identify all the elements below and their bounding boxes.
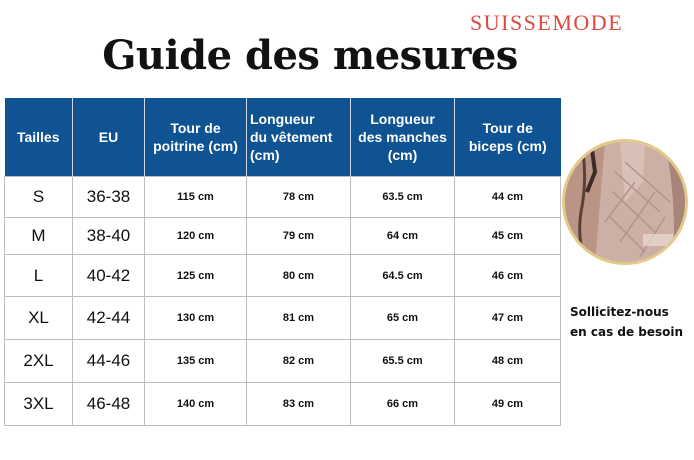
- cell-chest: 125 cm: [145, 255, 247, 297]
- brand-logo: SUISSEMODE: [470, 10, 624, 35]
- cell-sleeve: 65.5 cm: [351, 340, 455, 383]
- size-chart-table: [4, 98, 561, 426]
- table-row: [5, 383, 561, 426]
- cell-sleeve: 66 cm: [351, 383, 455, 426]
- table-row: [5, 340, 561, 383]
- cell-biceps: 47 cm: [455, 297, 561, 340]
- cell-size: 2XL: [5, 340, 73, 383]
- cell-chest: 135 cm: [145, 340, 247, 383]
- cell-biceps: 46 cm: [455, 255, 561, 297]
- header-eu: EU: [73, 98, 145, 177]
- cell-chest: 120 cm: [145, 218, 247, 255]
- cell-length: 82 cm: [247, 340, 351, 383]
- cell-length: 79 cm: [247, 218, 351, 255]
- cell-biceps: 48 cm: [455, 340, 561, 383]
- cell-eu: 46-48: [73, 383, 145, 426]
- cell-biceps: 49 cm: [455, 383, 561, 426]
- table-row: [5, 297, 561, 340]
- cell-sleeve: 63.5 cm: [351, 177, 455, 218]
- help-line-2: en cas de besoin: [570, 325, 684, 339]
- header-tour-de-biceps: Tour de biceps (cm): [455, 98, 561, 177]
- cell-chest: 130 cm: [145, 297, 247, 340]
- cell-sleeve: 64.5 cm: [351, 255, 455, 297]
- cell-eu: 38-40: [73, 218, 145, 255]
- cell-length: 81 cm: [247, 297, 351, 340]
- cell-sleeve: 64 cm: [351, 218, 455, 255]
- page-title: Guide des mesures: [102, 32, 518, 79]
- cell-size: S: [5, 177, 73, 218]
- cell-size: M: [5, 218, 73, 255]
- table-header-row: [5, 98, 561, 177]
- cell-eu: 40-42: [73, 255, 145, 297]
- cell-length: 78 cm: [247, 177, 351, 218]
- jacket-photo: [562, 139, 688, 265]
- cell-biceps: 45 cm: [455, 218, 561, 255]
- table-row: [5, 255, 561, 297]
- cell-biceps: 44 cm: [455, 177, 561, 218]
- table-row: [5, 218, 561, 255]
- cell-eu: 42-44: [73, 297, 145, 340]
- header-tailles: Tailles: [5, 98, 73, 177]
- cell-chest: 140 cm: [145, 383, 247, 426]
- table-row: [5, 177, 561, 218]
- help-line-1: Sollicitez-nous: [570, 305, 669, 319]
- cell-length: 83 cm: [247, 383, 351, 426]
- cell-sleeve: 65 cm: [351, 297, 455, 340]
- header-longueur-manches: Longueur des manches (cm): [351, 98, 455, 177]
- help-message: [570, 302, 694, 342]
- cell-length: 80 cm: [247, 255, 351, 297]
- header-tour-de-poitrine: Tour de poitrine (cm): [145, 98, 247, 177]
- cell-size: 3XL: [5, 383, 73, 426]
- jacket-illustration-icon: [565, 142, 685, 262]
- cell-size: L: [5, 255, 73, 297]
- cell-eu: 44-46: [73, 340, 145, 383]
- cell-eu: 36-38: [73, 177, 145, 218]
- header-longueur-vetement: Longueur du vêtement (cm): [247, 98, 351, 177]
- cell-chest: 115 cm: [145, 177, 247, 218]
- cell-size: XL: [5, 297, 73, 340]
